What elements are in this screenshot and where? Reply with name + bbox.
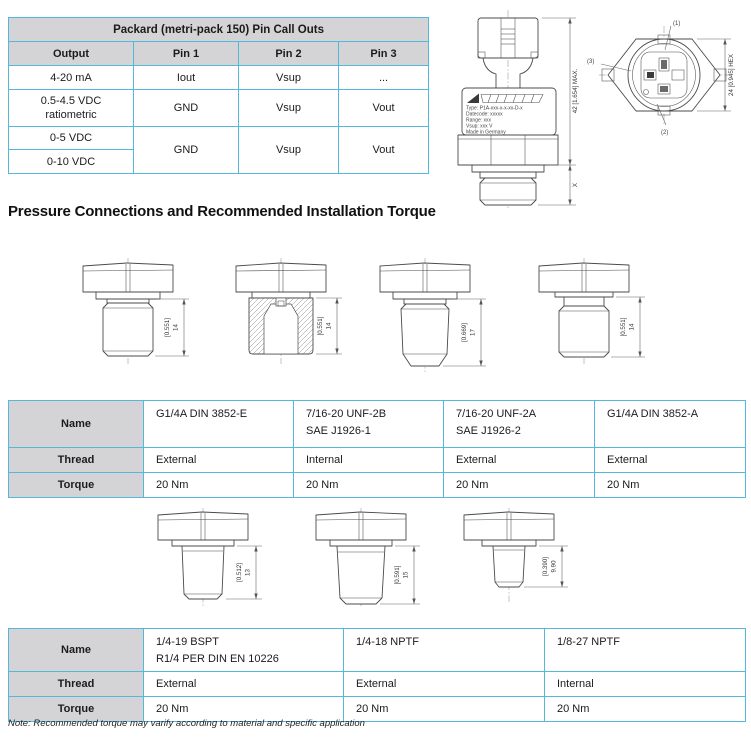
table-cell: Vsup (239, 90, 339, 127)
fitting-716-20-unf-2b-drawing (216, 256, 366, 368)
table-cell: 4-20 mA (9, 66, 134, 90)
torque-table-top (8, 400, 746, 498)
fitting-14-18-nptf-drawing (296, 506, 446, 608)
dim-height-label: 42 [1.654] MAX. (572, 68, 579, 114)
name-line2: SAE J1926-2 (456, 424, 521, 437)
dim-mm-label: 15 (402, 571, 410, 579)
footnote: Note: Recommended torque may varify according to material and specific application (8, 718, 365, 729)
fitting-716-20-unf-2a-drawing (360, 256, 510, 374)
name-line1: 7/16-20 UNF-2A (456, 408, 537, 420)
table-row (9, 448, 746, 473)
table-cell: 0-10 VDC (9, 150, 134, 174)
table-cell: 20 Nm (595, 473, 746, 498)
table-cell: Vsup (239, 127, 339, 174)
table-cell: External (144, 448, 294, 473)
washer (472, 165, 544, 172)
table-cell: 20 Nm (294, 473, 444, 498)
table-cell (444, 401, 595, 448)
row-label-name: Name (9, 629, 144, 672)
name-line2: R1/4 PER DIN EN 10226 (156, 652, 279, 665)
column-header-pin2: Pin 2 (239, 42, 339, 66)
row-label-name: Name (9, 401, 144, 448)
table-cell: 0-5 VDC (9, 127, 134, 150)
connector-cap (478, 18, 538, 58)
hex-outline (608, 39, 720, 111)
table-cell: 20 Nm (545, 697, 746, 722)
table-row (9, 629, 746, 672)
pin-callouts-table (8, 17, 429, 174)
table-cell: Internal (294, 448, 444, 473)
neck-right (520, 58, 533, 88)
label-line: Datecode: xxxxx (466, 111, 503, 118)
neck-left (483, 58, 496, 88)
label-line: Made in Germany (466, 129, 506, 136)
table-cell: 20 Nm (144, 697, 344, 722)
table-row (9, 90, 429, 127)
dim-mm-label: 14 (628, 323, 636, 331)
sensor-front-view-drawing (585, 8, 751, 140)
thread-neck (480, 172, 536, 178)
table-cell: Iout (134, 66, 239, 90)
thread-port (480, 178, 536, 205)
dim-inch-label: [0.669] (461, 323, 468, 342)
table-cell: Internal (545, 672, 746, 697)
table-row (9, 66, 429, 90)
dim-inch-label: [0.512] (236, 563, 243, 582)
table-cell: GND (134, 127, 239, 174)
fitting-14-19-bspt-drawing (138, 506, 288, 608)
label-line: Vsup: xxx V (466, 123, 493, 130)
torque-table-bottom (8, 628, 746, 722)
table-cell (344, 629, 545, 672)
sensor-side-view-drawing (446, 8, 581, 210)
name-line1: 1/4-19 BSPT (156, 636, 219, 648)
dim-inch-label: [0.591] (394, 565, 401, 585)
table-cell: ... (339, 66, 429, 90)
label-line: Type: P1A-xxx-x-x-xx-D-x (466, 105, 523, 112)
row-label-torque: Torque (9, 697, 144, 722)
table-row (9, 42, 429, 66)
section-heading: Pressure Connections and Recommended Installation Torque (8, 203, 436, 220)
table-cell (595, 401, 746, 448)
pin-table-title: Packard (metri-pack 150) Pin Call Outs (9, 18, 429, 42)
table-cell: External (144, 672, 344, 697)
table-cell: External (595, 448, 746, 473)
name-line1: G1/4A DIN 3852-E (156, 408, 248, 420)
dim-inch-label: [0.551] (620, 317, 627, 337)
callout-3: (3) (587, 59, 595, 65)
table-cell: Vsup (239, 66, 339, 90)
hex-nut (458, 135, 558, 165)
table-cell: 20 Nm (444, 473, 595, 498)
table-row (9, 127, 429, 150)
callout-1: (1) (673, 21, 681, 27)
column-header-output: Output (9, 42, 134, 66)
row-label-thread: Thread (9, 448, 144, 473)
dim-inch-label: [0.390] (542, 557, 549, 576)
column-header-pin1: Pin 1 (134, 42, 239, 66)
name-line1: 1/8-27 NPTF (557, 636, 620, 648)
dim-port-length-label: X (572, 182, 579, 188)
table-row (9, 473, 746, 498)
table-row (9, 672, 746, 697)
callout-2: (2) (661, 130, 669, 136)
dim-inch-label: [0.551] (164, 318, 171, 337)
table-cell: Vout (339, 90, 429, 127)
fitting-g14a-din3852-e-drawing (63, 256, 213, 368)
table-cell: 20 Nm (344, 697, 545, 722)
table-cell (294, 401, 444, 448)
pin-contact (647, 72, 654, 78)
table-row (9, 401, 746, 448)
table-cell (144, 629, 344, 672)
column-header-pin3: Pin 3 (339, 42, 429, 66)
table-cell: External (344, 672, 545, 697)
fitting-18-27-nptf-drawing (444, 506, 594, 608)
fitting-g14a-din3852-a-drawing (519, 256, 669, 368)
dim-hex-label: 24 [0.945] HEX (728, 54, 735, 96)
dim-mm-label: 14 (172, 324, 180, 331)
dim-mm-label: 14 (325, 322, 333, 330)
label-line: Range: xxx (466, 117, 492, 124)
table-cell: GND (134, 90, 239, 127)
name-line2: SAE J1926-1 (306, 424, 371, 437)
name-line1: 7/16-20 UNF-2B (306, 408, 387, 420)
output-line2: ratiometric (45, 109, 97, 121)
table-row (9, 18, 429, 42)
output-line1: 0.5-4.5 VDC (40, 94, 102, 107)
table-cell (9, 90, 134, 127)
table-cell (545, 629, 746, 672)
row-label-thread: Thread (9, 672, 144, 697)
table-cell: Vout (339, 127, 429, 174)
dim-mm-label: 17 (469, 329, 477, 336)
dim-mm-label: 9.90 (550, 560, 558, 573)
name-line1: G1/4A DIN 3852-A (607, 408, 699, 420)
name-line1: 1/4-18 NPTF (356, 636, 419, 648)
dim-inch-label: [0.551] (317, 316, 324, 336)
table-cell (144, 401, 294, 448)
table-cell: External (444, 448, 595, 473)
table-cell: 20 Nm (144, 473, 294, 498)
dim-mm-label: 13 (244, 569, 252, 576)
row-label-torque: Torque (9, 473, 144, 498)
